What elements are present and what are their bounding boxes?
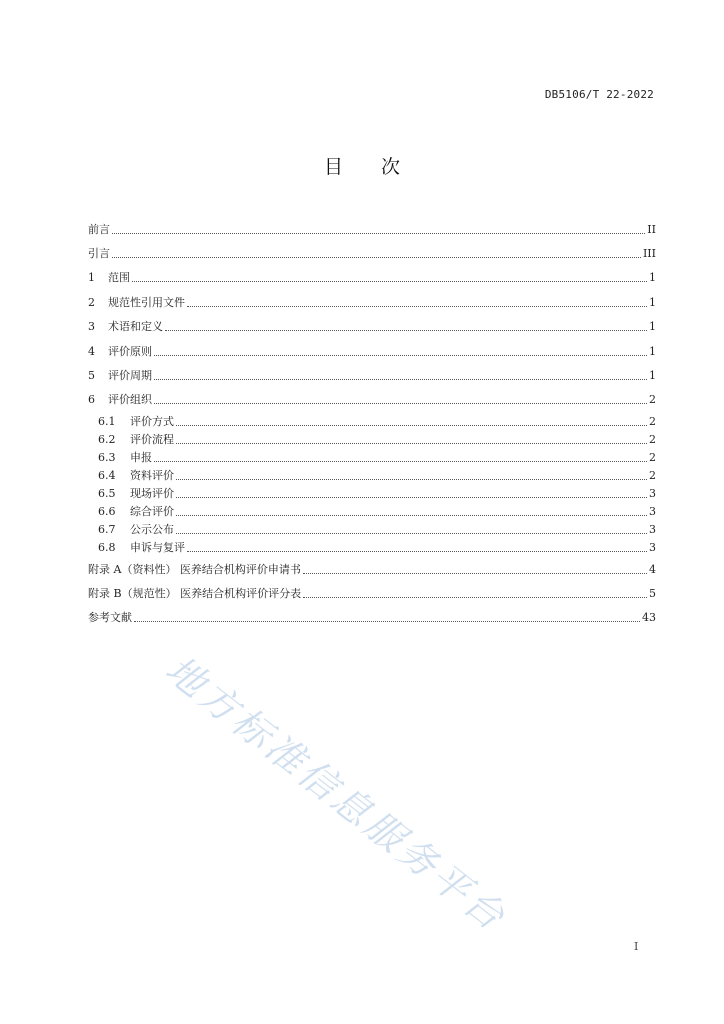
toc-entry-label: 申诉与复评 [130, 541, 185, 555]
title-char-1: 目 [323, 156, 343, 178]
toc-entry-label: 附录 B（规范性） 医养结合机构评价评分表 [88, 586, 302, 600]
watermark: 地方标准信息服务平台 [157, 647, 516, 941]
toc-leader-dots [112, 221, 645, 234]
toc-entry-label: 评价方式 [130, 414, 174, 428]
toc-leader-dots [176, 521, 647, 534]
toc-entry-label: 前言 [88, 222, 110, 236]
toc-leader-dots [176, 431, 647, 444]
toc-entry[interactable] [88, 448, 656, 466]
toc-entry-label: 范围 [108, 271, 130, 285]
toc-entry-page: 2 [649, 450, 656, 464]
toc-leader-dots [176, 413, 647, 426]
title-char-2: 次 [381, 156, 401, 178]
toc-entry-number: 6.3 [98, 450, 116, 464]
toc-entry-label: 评价原则 [108, 344, 152, 358]
toc-entry-label: 规范性引用文件 [108, 295, 185, 309]
toc-entry-number: 6.2 [98, 432, 116, 446]
toc-entry-number: 6.6 [98, 505, 116, 519]
toc-entry-label: 引言 [88, 247, 110, 261]
toc-entry[interactable] [88, 503, 656, 521]
toc-entry-page: 3 [649, 541, 656, 555]
toc-entry-number: 6.8 [98, 541, 116, 555]
toc-entry-number: 4 [88, 344, 95, 358]
toc-entry-page: 1 [649, 271, 656, 285]
toc-entry-number: 3 [88, 320, 95, 334]
toc-entry-page: 2 [649, 414, 656, 428]
toc-leader-dots [303, 585, 647, 598]
toc-entry-page: II [647, 222, 656, 236]
toc-entry-page: 5 [649, 586, 656, 600]
toc-entry-label: 评价周期 [108, 369, 152, 383]
toc-entry[interactable] [88, 430, 656, 448]
toc-entry-label: 公示公布 [130, 523, 174, 537]
toc-leader-dots [154, 449, 647, 462]
toc-entry[interactable] [88, 466, 656, 484]
toc-entry-label: 申报 [130, 450, 152, 464]
toc-entry[interactable] [88, 290, 656, 314]
toc-entry[interactable] [88, 557, 656, 581]
toc-entry[interactable] [88, 606, 656, 630]
toc-entry[interactable] [88, 217, 656, 241]
toc-entry[interactable] [88, 581, 656, 605]
toc-entry-page: 2 [649, 468, 656, 482]
toc-entry-page: 3 [649, 487, 656, 501]
toc-leader-dots [154, 391, 647, 404]
toc-leader-dots [187, 294, 647, 307]
toc-leader-dots [187, 539, 647, 552]
toc-entry[interactable] [88, 388, 656, 412]
toc-entry[interactable] [88, 539, 656, 557]
page-title [0, 152, 724, 179]
toc-entry-number: 5 [88, 369, 95, 383]
toc-leader-dots [165, 318, 647, 331]
toc-entry-label: 综合评价 [130, 505, 174, 519]
toc-entry-label: 参考文献 [88, 611, 132, 625]
toc-entry-page: 4 [649, 562, 656, 576]
toc-entry-label: 现场评价 [130, 487, 174, 501]
toc-entry-page: 2 [649, 432, 656, 446]
document-code: DB5106/T 22-2022 [544, 88, 654, 101]
toc-entry-page: III [642, 247, 656, 261]
toc-leader-dots [176, 467, 647, 480]
toc-leader-dots [154, 343, 647, 356]
toc-entry-label: 评价流程 [130, 432, 174, 446]
toc-entry-number: 6.4 [98, 468, 116, 482]
toc-entry[interactable] [88, 412, 656, 430]
toc-entry-number: 2 [88, 295, 95, 309]
toc-leader-dots [303, 561, 647, 574]
toc-entry[interactable] [88, 485, 656, 503]
toc-entry[interactable] [88, 521, 656, 539]
toc-entry-number: 6 [88, 393, 95, 407]
toc-entry-page: 1 [649, 320, 656, 334]
table-of-contents [88, 217, 656, 630]
toc-entry-number: 1 [88, 271, 95, 285]
toc-entry-number: 6.1 [98, 414, 116, 428]
toc-entry-number: 6.5 [98, 487, 116, 501]
toc-entry-page: 1 [649, 295, 656, 309]
toc-entry-label: 资料评价 [130, 468, 174, 482]
toc-entry-page: 43 [642, 611, 656, 625]
toc-leader-dots [176, 503, 647, 516]
toc-entry[interactable] [88, 266, 656, 290]
toc-entry-number: 6.7 [98, 523, 116, 537]
toc-leader-dots [134, 609, 640, 622]
toc-entry-page: 3 [649, 523, 656, 537]
toc-entry[interactable] [88, 241, 656, 265]
toc-leader-dots [112, 245, 641, 258]
toc-entry-page: 2 [649, 393, 656, 407]
toc-leader-dots [176, 485, 647, 498]
toc-entry-label: 附录 A（资料性） 医养结合机构评价申请书 [88, 562, 301, 576]
toc-entry-page: 3 [649, 505, 656, 519]
toc-leader-dots [154, 367, 647, 380]
toc-entry-label: 术语和定义 [108, 320, 163, 334]
page-number: I [634, 940, 639, 953]
toc-entry[interactable] [88, 363, 656, 387]
toc-leader-dots [132, 269, 647, 282]
toc-entry[interactable] [88, 339, 656, 363]
toc-entry-page: 1 [649, 369, 656, 383]
toc-entry-page: 1 [649, 344, 656, 358]
toc-entry-label: 评价组织 [108, 393, 152, 407]
toc-entry[interactable] [88, 315, 656, 339]
